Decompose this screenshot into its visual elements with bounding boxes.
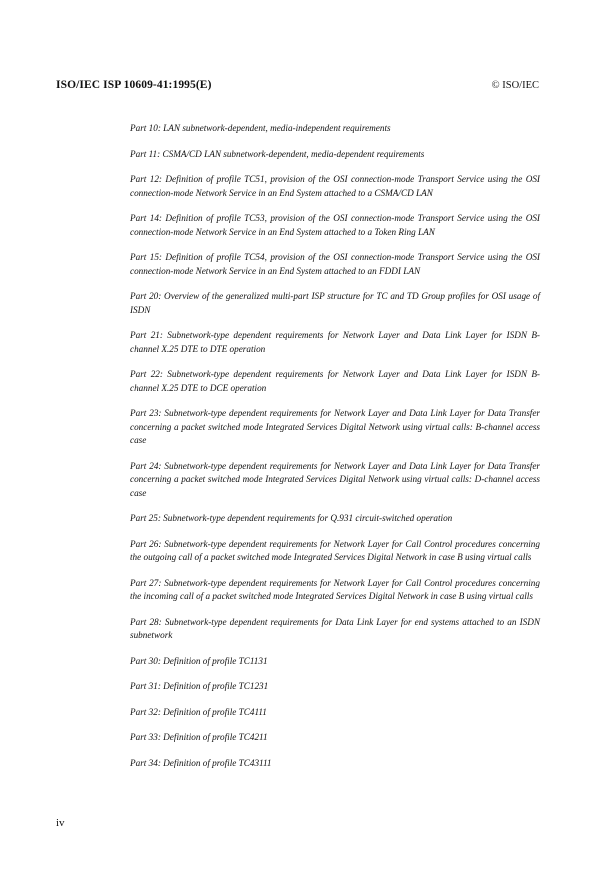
- part-12-entry: Part 12: Definition of profile TC51, provision of the OSI connection-mode Transport Service using the OSI connection-mode Network Service in an End System attached to a CSMA/CD LAN: [130, 174, 540, 198]
- part-15-entry: Part 15: Definition of profile TC54, provision of the OSI connection-mode Transport Service using the OSI connection-mode Network Service in an End System attached to an FDDI LAN: [130, 252, 540, 276]
- part-23-entry: Part 23: Subnetwork-type dependent requirements for Network Layer and Data Link Layer for Data Transfer concerning a packet switched mode Integrated Services Digital Network using virtual calls: B-channel access case: [130, 408, 540, 445]
- document-identifier: ISO/IEC ISP 10609-41:1995(E): [56, 79, 212, 91]
- part-26-entry: Part 26: Subnetwork-type dependent requirements for Network Layer for Call Control procedures concerning the outgoing call of a packet switched mode Integrated Services Digital Network in case B using virtual calls: [130, 538, 540, 562]
- page-number: iv: [56, 817, 65, 829]
- part-27-entry: Part 27: Subnetwork-type dependent requirements for Network Layer for Call Control procedures concerning the incoming call of a packet switched mode Integrated Services Digital Network in case B using virtual calls: [130, 577, 540, 601]
- part-24-entry: Part 24: Subnetwork-type dependent requirements for Network Layer and Data Link Layer for Data Transfer concerning a packet switched mode Integrated Services Digital Network using virtual calls: D-channel access case: [130, 460, 540, 498]
- part-21-entry: Part 21: Subnetwork-type dependent requirements for Network Layer and Data Link Layer for ISDN B-channel X.25 DTE to DTE operation: [130, 330, 540, 354]
- part-11-entry: Part 11: CSMA/CD LAN subnetwork-dependent, media-dependent requirements: [130, 148, 425, 159]
- part-25-entry: Part 25: Subnetwork-type dependent requirements for Q.931 circuit-switched operation: [130, 513, 453, 523]
- part-33-entry: Part 33: Definition of profile TC4211: [130, 732, 268, 742]
- part-31-entry: Part 31: Definition of profile TC1231: [130, 681, 269, 691]
- part-34-entry: Part 34: Definition of profile TC43111: [130, 757, 272, 768]
- part-20-entry: Part 20: Overview of the generalized multi-part ISP structure for TC and TD Group profiles for OSI usage of ISDN: [130, 291, 540, 315]
- part-32-entry: Part 32: Definition of profile TC4111: [130, 706, 267, 717]
- part-22-entry: Part 22: Subnetwork-type dependent requirements for Network Layer and Data Link Layer for ISDN B-channel X.25 DTE to DCE operation: [130, 369, 540, 393]
- part-14-entry: Part 14: Definition of profile TC53, provision of the OSI connection-mode Transport Service using the OSI connection-mode Network Service in an End System attached to a Token Ring LAN: [130, 213, 540, 237]
- part-28-entry: Part 28: Subnetwork-type dependent requirements for Data Link Layer for end systems attached to an ISDN subnetwork: [130, 616, 540, 640]
- part-30-entry: Part 30: Definition of profile TC1131: [130, 655, 268, 666]
- part-10-entry: Part 10: LAN subnetwork-dependent, media-independent requirements: [130, 123, 391, 133]
- copyright-notice: © ISO/IEC: [491, 80, 539, 91]
- parts-list: [130, 122, 540, 782]
